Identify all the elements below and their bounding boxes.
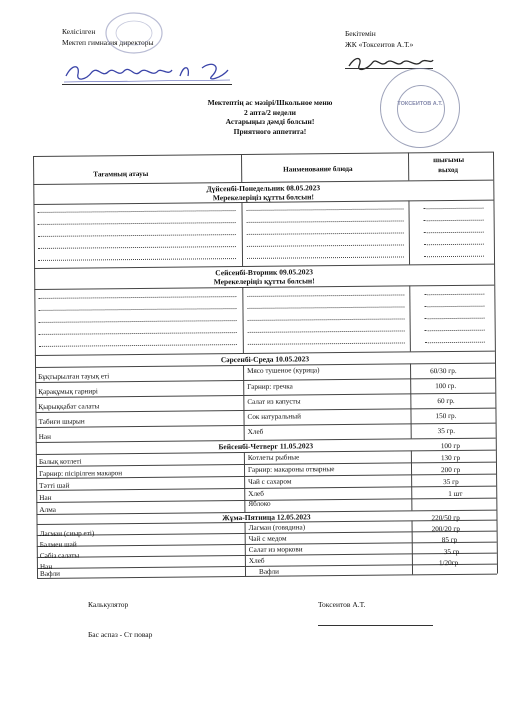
thu-item-out: 200 гр	[440, 465, 461, 475]
wed-item-out: 100 гр.	[435, 381, 457, 391]
wed-item-out: 60/30 гр.	[430, 366, 457, 376]
thu-item-kz: Алма	[39, 505, 56, 514]
director-label: Мектеп гимназия директоры	[62, 37, 154, 47]
signer-name: Токсеитов А.Т.	[318, 600, 366, 609]
day-subtitle: Мерекелеріңіз құтты болсын!	[213, 276, 315, 287]
thu-item-ru: Чай с сахаром	[248, 477, 292, 486]
wed-item-ru: Салат из капусты	[247, 397, 301, 406]
fri-item-out: 35 гр	[443, 547, 460, 557]
company-stamp-icon	[380, 68, 460, 148]
fri-item-kz: Балмен шай	[39, 540, 77, 549]
fri-item-ru: Вафли	[258, 567, 279, 576]
wed-item-ru: Хлеб	[247, 427, 264, 436]
wed-item-out: 150 гр.	[435, 411, 457, 421]
fri-item-ru: Хлеб	[248, 556, 265, 565]
thu-item-out: 130 гр	[440, 453, 461, 463]
head-cook-label: Бас аспаз - Ст повар	[88, 630, 153, 639]
thu-item-kz: Гарнир: пісірілген макарон	[39, 469, 123, 478]
wed-item-ru: Мясо тушеное (курица)	[247, 366, 320, 375]
fri-item-ru: Салат из моркови	[248, 545, 303, 554]
wed-item-kz: Нан	[38, 432, 51, 441]
wed-item-kz: Қарақұмық гарнирі	[38, 387, 98, 396]
fri-item-ru: Чай с медом	[248, 534, 287, 543]
fri-item-out: 220/50 гр	[431, 513, 460, 523]
fri-item-kz: Нан	[39, 562, 53, 571]
header-col-kz: Тағамның атауы	[93, 169, 149, 179]
thu-item-ru: Яблоко	[248, 499, 271, 508]
thu-item-kz: Нан	[39, 493, 52, 502]
menu-title	[185, 98, 355, 136]
wed-item-out: 60 гр.	[437, 396, 455, 406]
wed-item-ru: Гарнир: гречка	[247, 382, 293, 391]
fri-item-ru: Лагман (говядина)	[248, 523, 306, 532]
thu-item-ru: Котлеты рыбные	[247, 453, 300, 462]
agreed-label: Келісілген	[62, 27, 96, 36]
wed-item-kz: Табиғи шырын	[38, 417, 85, 426]
fri-item-out: 85 гр	[441, 535, 458, 545]
header-col-out-ru: выход	[438, 165, 459, 175]
thu-item-ru: Хлеб	[248, 489, 264, 498]
thu-item-out: 1 шт	[448, 489, 463, 499]
day-title: Сейсенбі-Вторник 09.05.2023	[215, 267, 313, 278]
day-thursday: Бейсенбі-Четверг 11.05.2023	[218, 441, 314, 452]
fri-item-kz: Вафли	[39, 569, 60, 578]
fri-item-kz: Сәбіз салаты	[39, 551, 80, 560]
school-stamp-icon	[102, 8, 166, 58]
signature-line-left	[62, 84, 232, 85]
wed-item-kz: Қырыққабат салаты	[38, 402, 100, 411]
thu-item-out: 100 гр	[440, 441, 460, 451]
header-col-ru: Наименование блюда	[283, 164, 353, 174]
title-line-3: Астарыңыз дәмді болсын!	[225, 117, 315, 126]
thu-item-out: 35 гр	[443, 477, 459, 487]
day-subtitle: Мерекелеріңіз құтты болсын!	[212, 192, 314, 203]
title-line-1: Мектептің ас мәзірі/Школьное меню	[207, 98, 333, 107]
entrepreneur-label: ЖК «Токсеитов А.Т.»	[345, 39, 414, 49]
menu-table	[33, 152, 497, 578]
header-col-out-kz: шығымы	[433, 155, 465, 165]
wed-item-out: 35 гр.	[437, 426, 456, 436]
fri-item-kz: Лагман (сиыр еті)	[39, 529, 95, 538]
approval-block-right	[345, 30, 413, 51]
calculator-label: Калькулятор	[88, 600, 129, 609]
approve-label: Бекітемін	[345, 29, 376, 38]
wed-item-kz: Бұқтырылған тауық еті	[38, 372, 110, 381]
signature-line-footer	[318, 625, 433, 626]
day-wednesday: Сәрсенбі-Среда 10.05.2023	[220, 354, 310, 365]
title-line-2: 2 апта/2 недели	[243, 107, 297, 117]
day-title: Дүйсенбі-Понедельник 08.05.2023	[206, 183, 321, 194]
day-friday: Жұма-Пятница 12.05.2023	[222, 512, 311, 523]
wed-item-ru: Сок натуральный	[247, 412, 301, 421]
thu-item-kz: Тәтті шай	[39, 481, 70, 490]
director-signature	[62, 56, 232, 86]
fri-item-out: 200/20 гр	[431, 524, 460, 534]
fri-item-out: 1/20гр	[438, 558, 459, 568]
stamp-name: ТОКСЕИТОВ А.Т.	[397, 101, 443, 107]
title-line-4: Приятного аппетита!	[233, 126, 307, 136]
thu-item-ru: Гарнир: макароны отварные	[247, 465, 335, 474]
thu-item-kz: Балық котлеті	[38, 457, 82, 466]
